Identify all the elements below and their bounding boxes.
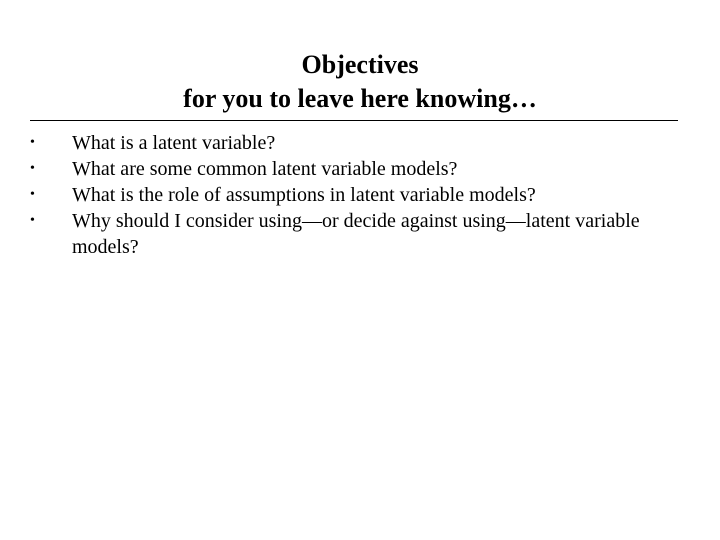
list-item bbox=[30, 130, 680, 156]
bullet-icon: • bbox=[30, 161, 35, 176]
list-item-text: What is the role of assumptions in latent variable models? bbox=[72, 184, 536, 206]
bullet-icon: • bbox=[30, 213, 35, 228]
bullet-icon: • bbox=[30, 187, 35, 202]
list-item bbox=[30, 156, 680, 182]
bullet-icon: • bbox=[30, 135, 35, 150]
list-item-text: Why should I consider using—or decide against using—latent variable models? bbox=[72, 210, 640, 258]
title-line-2: for you to leave here knowing… bbox=[183, 84, 537, 113]
list-item-text: What are some common latent variable models? bbox=[72, 158, 458, 180]
title-divider bbox=[30, 120, 678, 121]
slide-title bbox=[0, 48, 720, 116]
objectives-list bbox=[30, 130, 680, 260]
list-item bbox=[30, 208, 680, 260]
list-item bbox=[30, 182, 680, 208]
title-line-1: Objectives bbox=[301, 50, 419, 79]
list-item-text: What is a latent variable? bbox=[72, 132, 276, 154]
